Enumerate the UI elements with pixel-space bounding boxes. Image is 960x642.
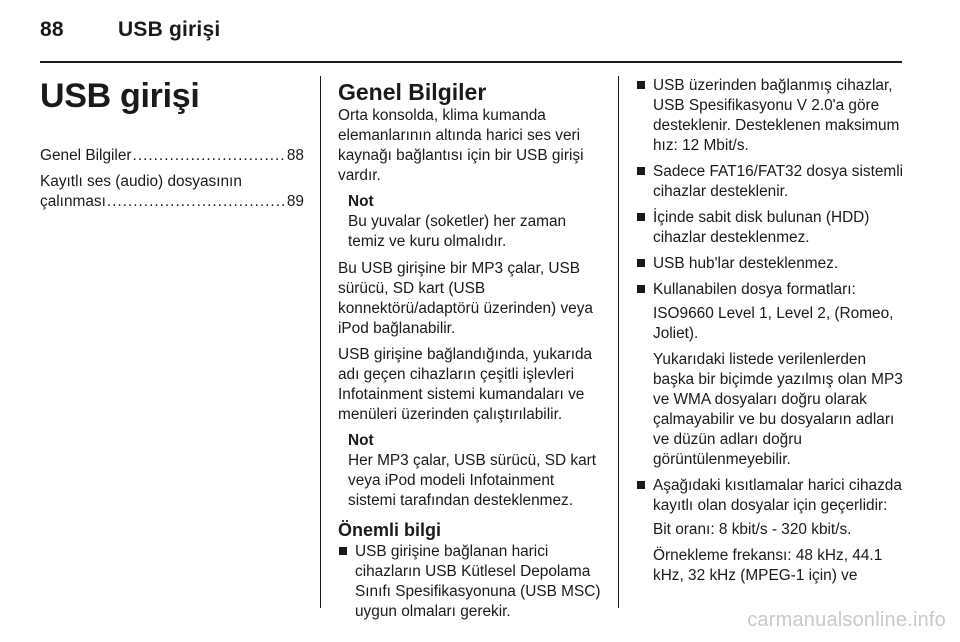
subsection-title: Önemli bilgi	[338, 520, 442, 540]
bullet-icon	[637, 213, 645, 221]
table-of-contents	[40, 146, 304, 212]
bullet-icon	[637, 481, 645, 489]
intro-paragraph: Orta konsolda, klima kumanda elemanlarının altında harici ses veri kaynağı bağlantısı için bir USB girişi vardır.	[338, 107, 584, 184]
paragraph: USB girişine bağlandığında, yukarıda adı geçen cihazların çeşitli işlevleri Infotainment sistemi kumandaları ve menüleri üzerinden çalıştırılabilir.	[338, 346, 593, 423]
watermark: carmanualsonline.info	[747, 609, 946, 631]
note-text: Her MP3 çalar, USB sürücü, SD kart veya iPod modeli Infotainment sistemi tarafından desteklenmez.	[348, 452, 597, 509]
list-item	[338, 542, 604, 622]
list-item	[636, 162, 904, 202]
toc-entry-genel-bilgiler[interactable]	[40, 146, 304, 166]
column-divider-left	[320, 76, 321, 608]
bullet-icon	[637, 259, 645, 267]
note-box	[338, 192, 604, 252]
left-column	[40, 76, 304, 218]
toc-entry-title-line: Kayıtlı ses (audio) dosyasının	[40, 173, 242, 190]
list-item-subparagraph: Örnekleme frekansı: 48 kHz, 44.1 kHz, 32 kHz (MPEG-1 için) ve	[653, 547, 883, 584]
list-item-subparagraph: Yukarıdaki listede verilenlerden başka bir biçimde yazılmış olan MP3 ve WMA dosyaları doğru olarak çalmayabilir ve bu dosyaların adları ve düzün adları doğru görüntülenmeyebilir.	[653, 351, 903, 468]
list-item-text: Aşağıdaki kısıtlamalar harici cihazda kayıtlı olan dosyalar için geçerlidir:	[653, 477, 902, 514]
middle-column	[338, 76, 604, 628]
note-box	[338, 431, 604, 511]
toc-entry-page: 89	[286, 193, 304, 210]
bullet-icon	[637, 285, 645, 293]
list-item-text: Sadece FAT16/FAT32 dosya sistemli cihazlar desteklenir.	[653, 163, 904, 200]
list-item-text: USB hub'lar desteklenmez.	[653, 255, 839, 272]
note-text: Bu yuvalar (soketler) her zaman temiz ve kuru olmalıdır.	[348, 213, 567, 250]
note-label: Not	[348, 193, 374, 210]
toc-entry-title: çalınması	[40, 193, 106, 210]
list-item	[636, 208, 904, 248]
bullet-icon	[339, 547, 347, 555]
note-label: Not	[348, 432, 374, 449]
column-divider-right	[618, 76, 619, 608]
toc-entry-kayitli-ses[interactable]	[40, 172, 304, 212]
toc-leader-dots	[107, 192, 286, 212]
list-item-subparagraph: ISO9660 Level 1, Level 2, (Romeo, Joliet).	[653, 305, 894, 342]
section-title: Genel Bilgiler	[338, 79, 487, 105]
list-item-text: İçinde sabit disk bulunan (HDD) cihazlar desteklenmez.	[653, 209, 870, 246]
page-number: 88	[40, 18, 64, 41]
header-title: USB girişi	[118, 18, 221, 41]
header-rule	[40, 61, 902, 63]
bullet-icon	[637, 167, 645, 175]
list-item	[636, 476, 904, 586]
bullet-list	[338, 542, 604, 622]
bullet-icon	[637, 81, 645, 89]
list-item	[636, 76, 904, 156]
paragraph: Bu USB girişine bir MP3 çalar, USB sürücü, SD kart (USB konnektörü/adaptörü üzerinden) veya iPod bağlanabilir.	[338, 260, 593, 337]
list-item	[636, 280, 904, 470]
list-item-text: Kullanabilen dosya formatları:	[653, 281, 856, 298]
list-item-text: USB üzerinden bağlanmış cihazlar, USB Spesifikasyonu V 2.0'a göre desteklenir. Desteklenen maksimum hız: 12 Mbit/s.	[653, 77, 900, 154]
toc-entry-page: 88	[286, 147, 304, 164]
list-item-text: USB girişine bağlanan harici cihazların USB Kütlesel Depolama Sınıfı Spesifikasyonuna (USB MSC) uygun olmaları gerekir.	[355, 543, 601, 620]
list-item	[636, 254, 904, 274]
bullet-list	[636, 76, 904, 586]
toc-leader-dots	[133, 146, 286, 166]
list-item-subparagraph: Bit oranı: 8 kbit/s - 320 kbit/s.	[653, 521, 852, 538]
chapter-title: USB girişi	[40, 77, 200, 115]
right-column	[636, 76, 904, 592]
toc-entry-title: Genel Bilgiler	[40, 147, 132, 164]
